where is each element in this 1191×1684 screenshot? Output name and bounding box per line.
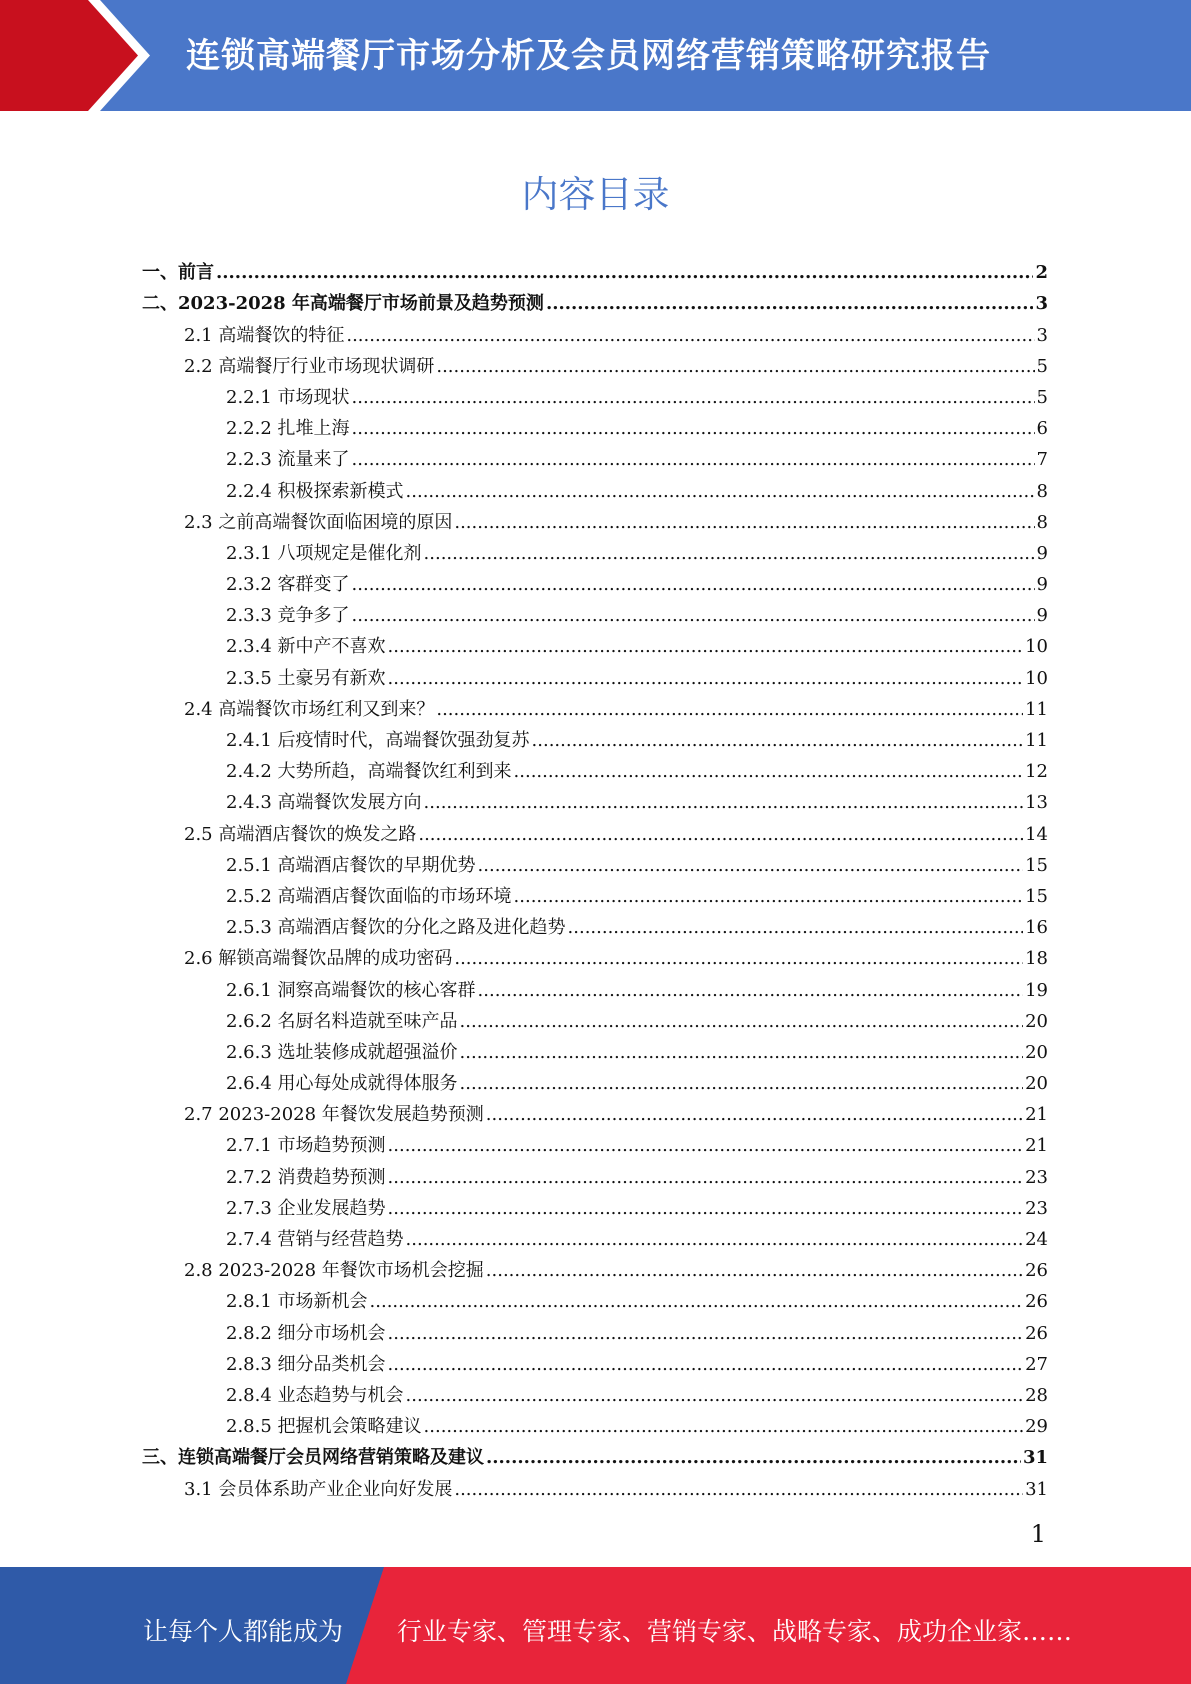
toc-entry-label: 2.6 解锁高端餐饮品牌的成功密码 (184, 948, 453, 970)
toc-entry-page: 3 (1036, 324, 1048, 346)
toc-entry[interactable] (142, 1438, 1048, 1469)
toc-entry-label: 2.2.2 扎堆上海 (226, 418, 350, 440)
toc-dot-leader (532, 730, 1024, 752)
toc-entry[interactable] (142, 1126, 1048, 1157)
toc-entry-label: 2.7.1 市场趋势预测 (226, 1135, 386, 1157)
footer-slogan-left: 让每个人都能成为 (143, 1617, 344, 1646)
toc-dot-leader (406, 1385, 1024, 1407)
toc-dot-leader (460, 1042, 1024, 1064)
toc-entry[interactable] (142, 783, 1048, 814)
toc-entry-label: 2.4 高端餐饮市场红利又到来？ (184, 698, 435, 720)
toc-entry[interactable] (142, 1064, 1048, 1095)
toc-dot-leader (352, 387, 1035, 409)
toc-entry-page: 31 (1025, 1478, 1048, 1500)
toc-dot-leader (406, 1229, 1024, 1251)
toc-entry[interactable] (142, 970, 1048, 1001)
toc-entry[interactable] (142, 814, 1048, 845)
toc-entry-label: 2.7.2 消费趋势预测 (226, 1166, 386, 1188)
toc-entry[interactable] (142, 752, 1048, 783)
toc-entry-page: 10 (1025, 667, 1048, 689)
toc-entry-page: 6 (1036, 418, 1048, 440)
toc-entry[interactable] (142, 440, 1048, 471)
toc-entry-page: 16 (1025, 917, 1048, 939)
toc-dot-leader (418, 824, 1023, 846)
toc-entry-label: 2.5.2 高端酒店餐饮面临的市场环境 (226, 885, 512, 907)
toc-entry-label: 2.2 高端餐厅行业市场现状调研 (184, 355, 435, 377)
toc-entry-label: 2.8.3 细分品类机会 (226, 1353, 386, 1375)
toc-dot-leader (370, 1291, 1024, 1313)
toc-entry-page: 20 (1025, 1073, 1048, 1095)
toc-entry[interactable] (142, 471, 1048, 502)
toc-entry-page: 15 (1025, 885, 1048, 907)
toc-entry-label: 2.6.1 洞察高端餐饮的核心客群 (226, 979, 476, 1001)
toc-entry-label: 2.5 高端酒店餐饮的焕发之路 (184, 823, 417, 845)
toc-dot-leader (352, 449, 1035, 471)
toc-entry-page: 28 (1025, 1384, 1048, 1406)
toc-entry-label: 2.7.3 企业发展趋势 (226, 1197, 386, 1219)
header-arrow-decoration (0, 0, 160, 111)
toc-entry-page: 14 (1025, 823, 1048, 845)
toc-entry-page: 10 (1025, 636, 1048, 658)
toc-dot-leader (514, 886, 1024, 908)
toc-entry[interactable] (142, 565, 1048, 596)
toc-entry-label: 二、2023-2028 年高端餐厅市场前景及趋势预测 (142, 293, 544, 315)
toc-entry[interactable] (142, 1376, 1048, 1407)
toc-entry-label: 2.7 2023-2028 年餐饮发展趋势预测 (184, 1104, 484, 1126)
toc-entry-page: 26 (1025, 1291, 1048, 1313)
toc-entry[interactable] (142, 253, 1048, 284)
toc-dot-leader (454, 512, 1034, 534)
toc-entry-label: 三、连锁高端餐厅会员网络营销策略及建议 (142, 1447, 484, 1469)
toc-entry-label: 2.8.4 业态趋势与机会 (226, 1384, 404, 1406)
toc-dot-leader (460, 1011, 1024, 1033)
toc-entry-page: 12 (1025, 761, 1048, 783)
toc-dot-leader (454, 948, 1023, 970)
toc-entry[interactable] (142, 1157, 1048, 1188)
toc-entry-page: 18 (1025, 948, 1048, 970)
toc-entry-page: 21 (1025, 1135, 1048, 1157)
toc-entry-label: 2.5.3 高端酒店餐饮的分化之路及进化趋势 (226, 917, 566, 939)
toc-entry-label: 2.3.1 八项规定是催化剂 (226, 542, 422, 564)
toc-dot-leader (514, 761, 1024, 783)
toc-entry-label: 2.7.4 营销与经营趋势 (226, 1229, 404, 1250)
toc-entry[interactable] (142, 1345, 1048, 1376)
toc-dot-leader (460, 1073, 1024, 1095)
toc-dot-leader (454, 1479, 1023, 1501)
report-title: 连锁高端餐厅市场分析及会员网络营销策略研究报告 (186, 36, 991, 76)
toc-entry-label: 2.3.3 竞争多了 (226, 605, 350, 627)
toc-entry-page: 5 (1036, 386, 1048, 408)
toc-entry-page: 19 (1025, 979, 1048, 1001)
footer-slogan-right: 行业专家、管理专家、营销专家、战略专家、成功企业家…… (397, 1617, 1073, 1646)
toc-entry-page: 9 (1036, 542, 1048, 564)
toc-entry-label: 2.3.5 土豪另有新欢 (226, 667, 386, 689)
toc-entry-page: 3 (1035, 293, 1048, 315)
toc-entry-page: 20 (1025, 1010, 1048, 1032)
toc-entry-page: 24 (1025, 1229, 1048, 1250)
toc-entry[interactable] (142, 1189, 1048, 1220)
toc-entry[interactable] (142, 1220, 1048, 1251)
page-number: 1 (1030, 1520, 1046, 1548)
toc-entry[interactable] (142, 378, 1048, 409)
toc-entry[interactable] (142, 1469, 1048, 1500)
toc-dot-leader (406, 481, 1035, 503)
toc-entry-label: 一、前言 (142, 262, 214, 284)
toc-entry-page: 23 (1025, 1166, 1048, 1188)
toc-entry-page: 27 (1025, 1353, 1048, 1375)
toc-dot-leader (568, 917, 1024, 939)
toc-entry-label: 2.6.4 用心每处成就得体服务 (226, 1073, 458, 1095)
toc-dot-leader (388, 1135, 1024, 1157)
toc-dot-leader (388, 1354, 1024, 1376)
toc-entry-page: 26 (1025, 1260, 1048, 1282)
toc-dot-leader (478, 980, 1024, 1002)
toc-entry[interactable] (142, 1002, 1048, 1033)
toc-entry-page: 31 (1022, 1447, 1048, 1469)
toc-entry-label: 2.8.1 市场新机会 (226, 1291, 368, 1313)
toc-entry-page: 8 (1036, 511, 1048, 533)
toc-entry-page: 2 (1035, 262, 1048, 284)
toc-entry[interactable] (142, 503, 1048, 534)
toc-entry-page: 5 (1036, 355, 1048, 377)
toc-entry[interactable] (142, 284, 1048, 315)
toc-entry-page: 20 (1025, 1041, 1048, 1063)
toc-entry[interactable] (142, 347, 1048, 378)
toc-dot-leader (478, 855, 1024, 877)
toc-entry-label: 2.2.1 市场现状 (226, 386, 350, 408)
toc-dot-leader (388, 1323, 1024, 1345)
toc-entry-page: 8 (1036, 480, 1048, 502)
toc-dot-leader (486, 1104, 1023, 1126)
toc-entry-label: 2.6.3 选址装修成就超强溢价 (226, 1041, 458, 1063)
toc-entry[interactable] (142, 534, 1048, 565)
toc-entry[interactable] (142, 1095, 1048, 1126)
toc-entry-page: 11 (1025, 698, 1048, 720)
toc-dot-leader (388, 668, 1024, 690)
toc-entry-label: 2.4.2 大势所趋，高端餐饮红利到来 (226, 761, 512, 783)
toc-entry[interactable] (142, 1313, 1048, 1344)
toc-entry[interactable] (142, 409, 1048, 440)
toc-entry[interactable] (142, 846, 1048, 877)
toc-entry[interactable] (142, 721, 1048, 752)
toc-entry[interactable] (142, 908, 1048, 939)
toc-entry[interactable] (142, 939, 1048, 970)
toc-dot-leader (352, 418, 1035, 440)
toc-entry-label: 2.2.3 流量来了 (226, 449, 350, 471)
toc-dot-leader (352, 605, 1035, 627)
toc-dot-leader (346, 325, 1034, 347)
toc-entry-label: 2.3.2 客群变了 (226, 574, 350, 596)
table-of-contents (142, 253, 1048, 1501)
toc-dot-leader (436, 699, 1023, 721)
toc-entry-page: 9 (1036, 574, 1048, 596)
toc-entry[interactable] (142, 596, 1048, 627)
toc-entry[interactable] (142, 877, 1048, 908)
toc-entry[interactable] (142, 658, 1048, 689)
toc-dot-leader (424, 543, 1035, 565)
toc-entry[interactable] (142, 627, 1048, 658)
toc-entry-page: 9 (1036, 605, 1048, 627)
toc-entry[interactable] (142, 1033, 1048, 1064)
toc-entry-page: 11 (1025, 730, 1048, 751)
toc-entry-label: 2.3 之前高端餐饮面临困境的原因 (184, 511, 453, 533)
toc-dot-leader (436, 356, 1034, 378)
toc-entry[interactable] (142, 690, 1048, 721)
toc-entry-label: 2.4.3 高端餐饮发展方向 (226, 792, 422, 814)
toc-entry[interactable] (142, 315, 1048, 346)
toc-entry-label: 2.8.5 把握机会策略建议 (226, 1416, 422, 1438)
toc-entry-page: 26 (1025, 1322, 1048, 1344)
toc-entry-label: 3.1 会员体系助产业企业向好发展 (184, 1478, 453, 1500)
toc-entry-label: 2.8 2023-2028 年餐饮市场机会挖掘 (184, 1260, 484, 1282)
toc-entry-page: 29 (1025, 1416, 1048, 1438)
toc-dot-leader (486, 1260, 1023, 1282)
toc-entry[interactable] (142, 1251, 1048, 1282)
toc-dot-leader (388, 1167, 1024, 1189)
toc-entry[interactable] (142, 1407, 1048, 1438)
toc-entry-label: 2.8.2 细分市场机会 (226, 1322, 386, 1344)
toc-entry-page: 7 (1036, 449, 1048, 471)
toc-entry-page: 13 (1025, 792, 1048, 814)
toc-heading: 内容目录 (521, 173, 670, 216)
toc-entry-label: 2.2.4 积极探索新模式 (226, 480, 404, 502)
toc-dot-leader (424, 1416, 1024, 1438)
toc-dot-leader (388, 636, 1024, 658)
toc-entry-label: 2.1 高端餐饮的特征 (184, 324, 345, 346)
toc-dot-leader (424, 792, 1024, 814)
toc-dot-leader (546, 293, 1034, 315)
toc-entry-page: 23 (1025, 1197, 1048, 1219)
toc-entry[interactable] (142, 1282, 1048, 1313)
toc-entry-label: 2.4.1 后疫情时代，高端餐饮强劲复苏 (226, 730, 530, 751)
toc-dot-leader (216, 262, 1033, 284)
toc-entry-page: 21 (1025, 1104, 1048, 1126)
toc-entry-label: 2.3.4 新中产不喜欢 (226, 636, 386, 658)
toc-entry-page: 15 (1025, 854, 1048, 876)
toc-dot-leader (352, 574, 1035, 596)
toc-dot-leader (486, 1447, 1021, 1469)
toc-dot-leader (388, 1198, 1024, 1220)
toc-entry-label: 2.6.2 名厨名料造就至味产品 (226, 1010, 458, 1032)
toc-entry-label: 2.5.1 高端酒店餐饮的早期优势 (226, 854, 476, 876)
